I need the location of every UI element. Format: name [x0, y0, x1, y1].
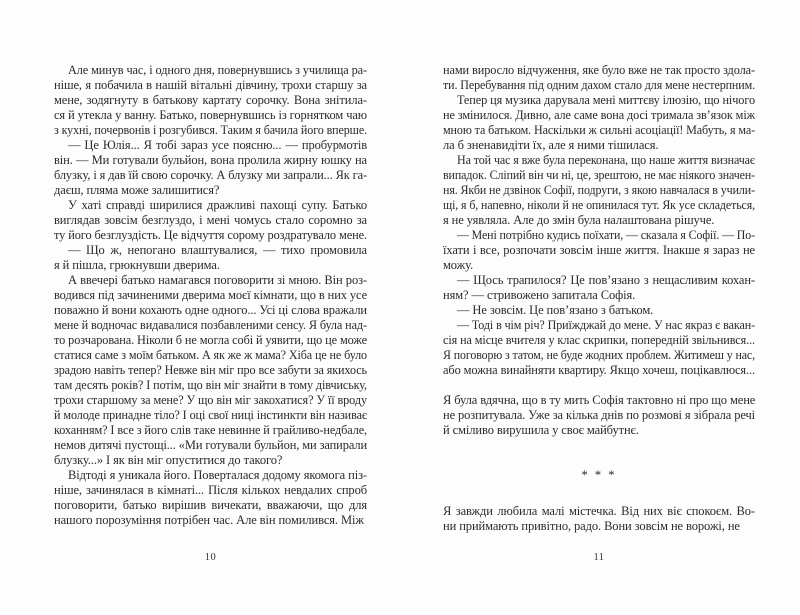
text-line: я й пішла, грюкнувши дверима.	[54, 258, 220, 272]
text-line: коханням? І все з його слів таке невинне й грайливо-недбале,	[54, 423, 367, 437]
text-line: й сміливо вирушила у своє майбутнє.	[443, 423, 639, 437]
text-line: ти. Перебування під одним дахом стало для мене нестерпним.	[443, 78, 755, 92]
page-text-column-right	[443, 63, 755, 534]
text-line: поговорити, батько вирішив вичекати, вважаючи, що для	[54, 498, 367, 512]
text-line: то розчарована. Ніколи б не могла собі й уявити, що це може	[54, 333, 367, 347]
text-line: статися саме з моїм батьком. А як же ж мама? Хіба це не було	[54, 348, 367, 362]
text-line: ся й утекла у ванну. Батько, повернувшись із горнятком чаю	[54, 108, 367, 122]
text-line: виглядав зовсім безглуздо, і мені чомусь стало соромно за	[54, 213, 367, 227]
text-line: нашого порозуміння потрібен час. Але він помилився. Між	[54, 513, 364, 527]
text-line: Я завжди любила малі містечка. Від них віє спокоєм. Во-	[443, 504, 755, 518]
text-line: На той час я вже була переконана, що наше життя визначає	[457, 153, 755, 167]
text-line: — Щось трапилося? Це пов’язано з нещасливим кохан-	[457, 273, 755, 287]
text-line: їхати і все, розпочати зовсім інше життя. Інакше я зараз не	[443, 243, 755, 257]
section-break: * * *	[581, 468, 617, 482]
paragraph	[443, 93, 755, 153]
text-line: Відтоді я уникала його. Поверталася додому якомога піз-	[68, 468, 367, 482]
paragraph	[54, 273, 367, 468]
text-line: можу.	[443, 258, 474, 272]
paragraph	[443, 504, 755, 534]
text-line: й молоде принадне тіло? І оці свої ниці інстинкти він називає	[54, 408, 367, 422]
text-line: блузку...» І як він міг опуститися до такого?	[54, 453, 283, 467]
text-line: не розпитувала. Уже за кілька днів по розмові я зібрала речі	[443, 408, 755, 422]
text-line: трохи старшому за мене? У що він міг закохатися? У її вроду	[54, 393, 367, 407]
text-line: ня. Якби не дзвінок Софії, подруги, з якою навчалася в учили-	[443, 183, 755, 197]
text-line: поважно й вони кохають одне одного... Усі ці слова вражали	[54, 303, 367, 317]
paragraph	[443, 228, 755, 273]
text-line: — Що ж, непогано влаштувалися, — тихо промовила	[68, 243, 367, 257]
text-line: водився під зачиненими дверима моєї кімнати, що в них усе	[54, 288, 367, 302]
paragraph	[443, 318, 755, 378]
text-line: щі, я б, напевно, ніколи й не опинилася тут. Як усе складеться,	[443, 198, 755, 212]
text-line: даєш, пляма може залишитися?	[54, 183, 220, 197]
paragraph	[443, 63, 755, 93]
text-line: Але минув час, і одного дня, повернувшись з училища ра-	[68, 63, 367, 77]
text-line: випадок. Сліпий він чи ні, це, зрештою, не має ніякого значен-	[443, 168, 755, 182]
text-line: або можна винайняти квартиру. Якщо хочеш, поцікавлюся...	[443, 363, 755, 377]
text-line: — Не зовсім. Це пов’язано з батьком.	[457, 303, 654, 317]
text-line: А ввечері батько намагався поговорити зі мною. Він роз-	[68, 273, 367, 287]
page-number-right: 11	[593, 552, 605, 563]
text-line: Я поговорю з татом, не буде жодних проблем. Житимеш у нас,	[443, 348, 755, 362]
book-page-right	[443, 0, 755, 615]
text-line: Я була вдячна, що в ту мить Софія тактовно ні про що мене	[443, 393, 756, 407]
text-line: ту його безглуздість. Це відчуття сорому роздратувало мене.	[54, 228, 367, 242]
text-line: мною та батьком. Наскільки ж сильні асоціації! Мабуть, я ма-	[443, 123, 755, 137]
paragraph	[443, 303, 755, 318]
text-line: — Це Юлія... Я тобі зараз усе поясню... — пробурмотів	[68, 138, 367, 152]
page-text-column-left	[54, 63, 367, 528]
text-line: там десять років? І потім, що він міг знайти в тому дівчиську,	[54, 378, 367, 392]
text-line: — Мені потрібно кудись поїхати, — сказала я Софії. — По-	[457, 228, 755, 242]
text-line: не змінилося. Дивно, але саме вона досі тримала зв’язок між	[443, 108, 755, 122]
text-line: він. — Ми готували бульйон, вона пролила жирну юшку на	[54, 153, 367, 167]
text-line: ла б зненавидіти їх, але я ними тішилася.	[443, 138, 659, 152]
text-line: У хаті справді ширилися дражливі пахощі супу. Батько	[68, 198, 367, 212]
text-line: мене, зодягнуту в батькову картату сорочку. Вона знітила-	[54, 93, 367, 107]
text-line: я не уявляла. Але до змін була налаштована рішуче.	[443, 213, 715, 227]
paragraph	[54, 243, 367, 273]
book-page-left	[54, 0, 367, 615]
text-line: сія на місце вчителя у клас скрипки, попередній звільнився...	[443, 333, 755, 347]
paragraph	[54, 63, 367, 138]
paragraph	[443, 393, 755, 438]
text-line: ніше, зачинялася в кімнаті... Після кількох невдалих спроб	[54, 483, 367, 497]
text-line: немов дитячі пустощі... «Ми готували бульйон, ми запирали	[54, 438, 367, 452]
text-line: ням? — стривожено запитала Софія.	[443, 288, 636, 302]
text-line: нами виросло відчуження, яке було вже не так просто здола-	[443, 63, 755, 77]
paragraph	[54, 468, 367, 528]
text-line: мене й водночас видавалися позбавленими сенсу. Я була над-	[54, 318, 367, 332]
paragraph	[443, 153, 755, 228]
text-line: з кухні, почервонів і розгубився. Таким я бачила його вперше.	[54, 123, 367, 137]
text-line: — Тоді в чім річ? Приїжджай до мене. У нас якраз є вакан-	[457, 318, 755, 332]
paragraph	[54, 138, 367, 198]
paragraph	[443, 273, 755, 303]
text-line: блузку, і я дав їй свою сорочку. А блузку ми запрали... Як га-	[54, 168, 367, 182]
paragraph	[54, 198, 367, 243]
text-line: Тепер ця музика дарувала мені миттєву ілюзію, що нічого	[457, 93, 755, 107]
text-line: ни приймають привітно, радо. Вони зовсім не ворожі, не	[443, 519, 740, 533]
text-line: зрадою навіть тепер? Невже він міг про все забути за якихось	[54, 363, 367, 377]
page-number-left: 10	[204, 552, 217, 563]
text-line: ніше, я побачила в нашій вітальні дівчину, трохи старшу за	[54, 78, 367, 92]
